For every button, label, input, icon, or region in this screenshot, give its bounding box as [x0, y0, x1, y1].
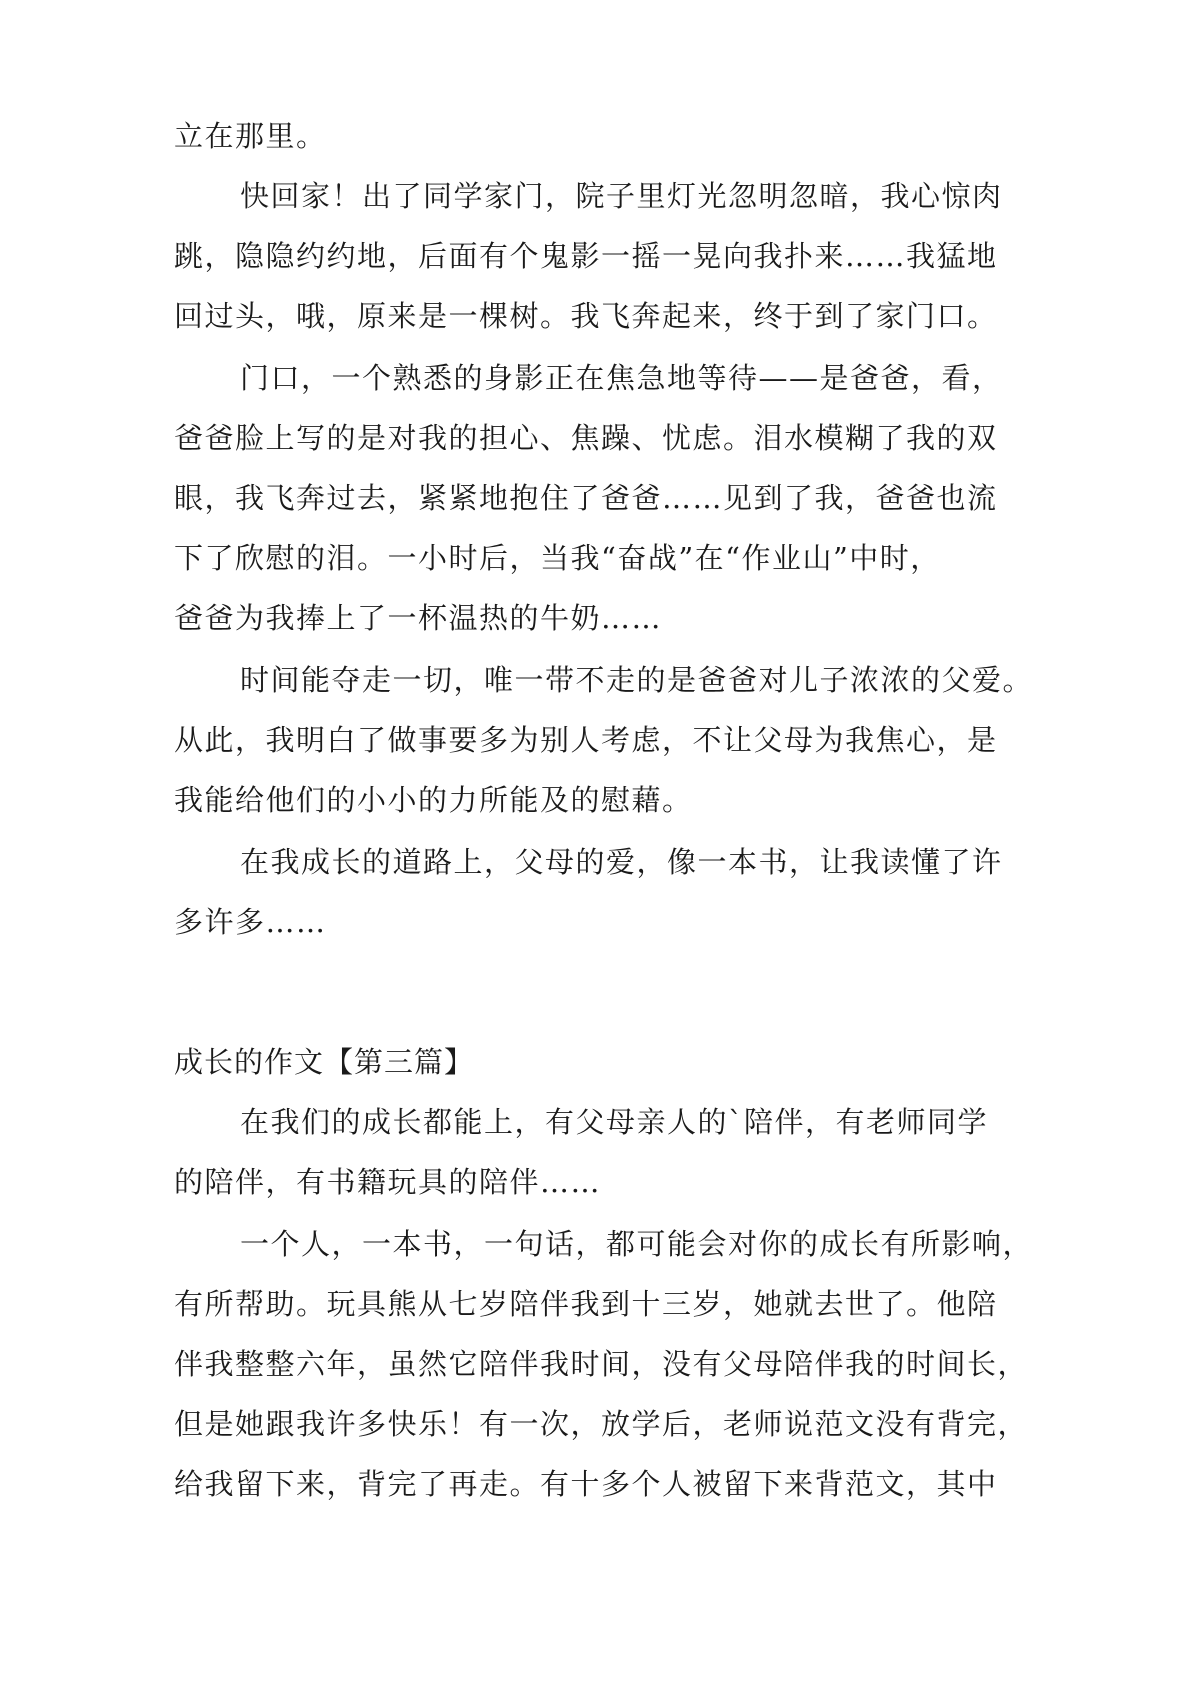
text-line: 伴我整整六年，虽然它陪伴我时间，没有父母陪伴我的时间长， — [174, 1347, 1029, 1381]
text-line: 爸爸为我捧上了一杯温热的牛奶…… — [174, 601, 663, 635]
text-line: 有所帮助。玩具熊从七岁陪伴我到十三岁，她就去世了。他陪 — [174, 1287, 998, 1321]
paragraph-start-line: 一个人，一本书，一句话，都可能会对你的成长有所影响， — [240, 1227, 1034, 1261]
paragraph-start-line: 在我成长的道路上，父母的爱，像一本书，让我读懂了许 — [240, 845, 1003, 879]
text-line: 跳，隐隐约约地，后面有个鬼影一摇一晃向我扑来……我猛地 — [174, 239, 998, 273]
text-line: 回过头，哦，原来是一棵树。我飞奔起来，终于到了家门口。 — [174, 299, 998, 333]
paragraph-start-line: 时间能夺走一切，唯一带不走的是爸爸对儿子浓浓的父爱。 — [240, 663, 1034, 697]
text-line: 从此，我明白了做事要多为别人考虑，不让父母为我焦心，是 — [174, 723, 998, 757]
paragraph-start-line: 快回家！出了同学家门，院子里灯光忽明忽暗，我心惊肉 — [240, 179, 1003, 213]
text-line: 立在那里。 — [174, 119, 327, 153]
text-line: 我能给他们的小小的力所能及的慰藉。 — [174, 783, 693, 817]
section-title: 成长的作文【第三篇】 — [174, 1045, 475, 1079]
text-line: 给我留下来，背完了再走。有十多个人被留下来背范文，其中 — [174, 1467, 998, 1501]
text-line: 爸爸脸上写的是对我的担心、焦躁、忧虑。泪水模糊了我的双 — [174, 421, 998, 455]
paragraph-start-line: 门口，一个熟悉的身影正在焦急地等待——是爸爸，看， — [240, 361, 1003, 395]
text-line: 但是她跟我许多快乐！有一次，放学后，老师说范文没有背完， — [174, 1407, 1029, 1441]
paragraph-start-line: 在我们的成长都能上，有父母亲人的`陪伴，有老师同学 — [240, 1105, 989, 1139]
text-line: 眼，我飞奔过去，紧紧地抱住了爸爸……见到了我，爸爸也流 — [174, 481, 998, 515]
text-line: 下了欣慰的泪。一小时后，当我“奋战”在“作业山”中时， — [174, 541, 941, 575]
text-line: 的陪伴，有书籍玩具的陪伴…… — [174, 1165, 602, 1199]
text-line: 多许多…… — [174, 905, 327, 939]
